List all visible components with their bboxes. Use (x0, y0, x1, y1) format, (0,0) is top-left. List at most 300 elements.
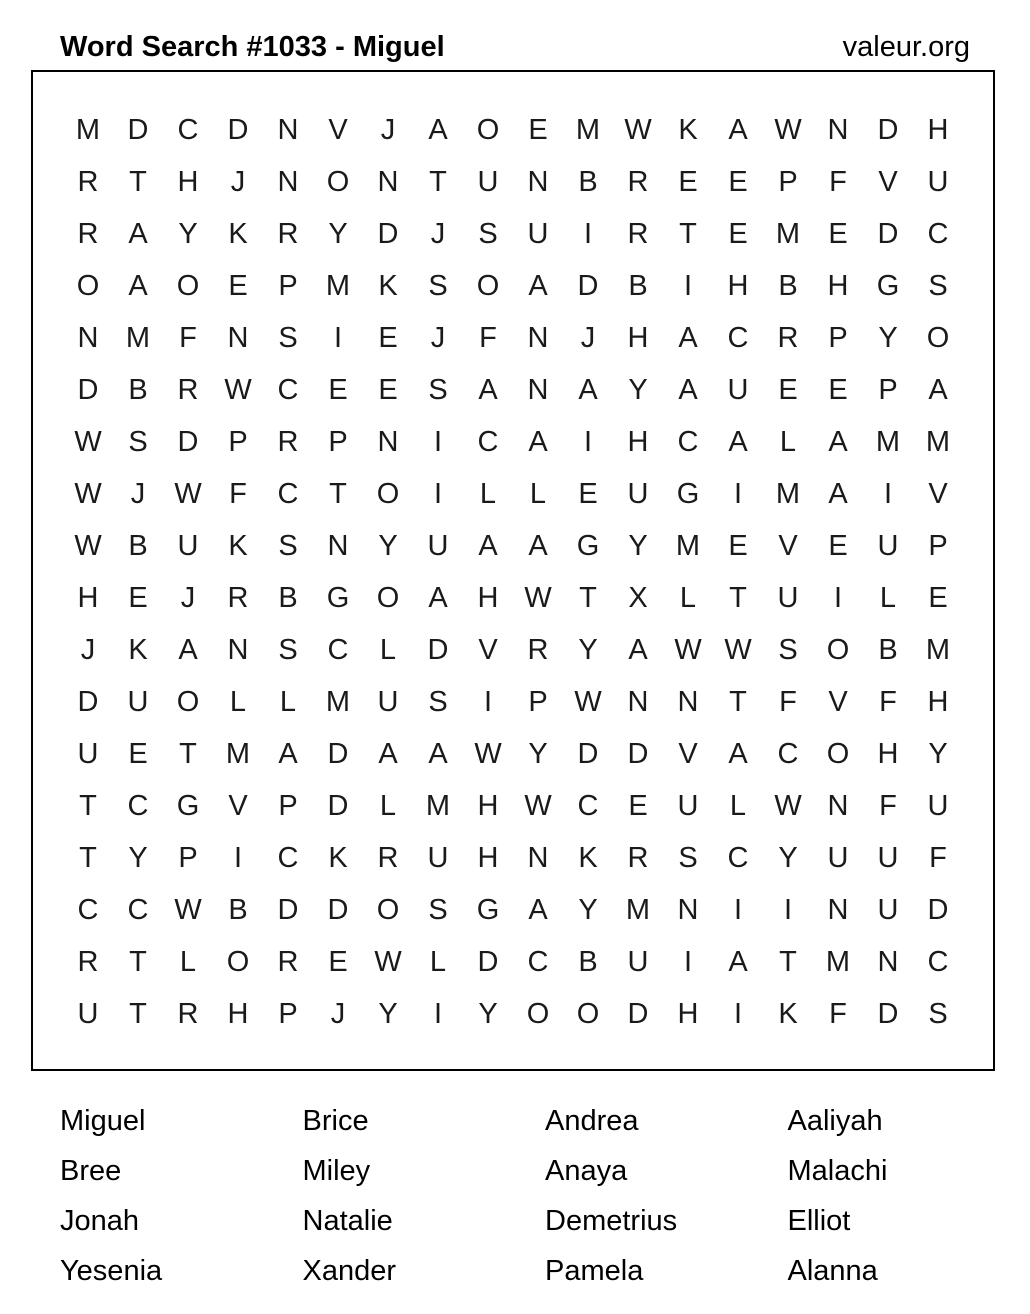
grid-cell[interactable]: L (379, 633, 397, 666)
grid-cell[interactable]: J (430, 217, 446, 250)
grid-cell[interactable]: K (228, 217, 248, 250)
grid-cell[interactable]: W (674, 633, 702, 666)
grid-cell[interactable]: U (927, 165, 949, 198)
grid-cell[interactable]: V (778, 529, 798, 562)
grid-cell[interactable]: N (627, 685, 649, 718)
grid-cell[interactable]: H (77, 581, 99, 614)
grid-cell[interactable]: E (578, 477, 598, 510)
grid-cell[interactable]: P (178, 841, 198, 874)
grid-cell[interactable]: T (779, 945, 797, 978)
grid-cell[interactable]: O (376, 477, 400, 510)
grid-cell[interactable]: R (627, 165, 649, 198)
grid-cell[interactable]: I (333, 321, 343, 354)
grid-cell[interactable]: N (527, 321, 549, 354)
grid-cell[interactable]: V (878, 165, 898, 198)
grid-cell[interactable]: S (428, 893, 448, 926)
grid-cell[interactable]: A (528, 893, 548, 926)
grid-cell[interactable]: H (627, 425, 649, 458)
grid-cell[interactable]: N (527, 841, 549, 874)
grid-cell[interactable]: O (926, 321, 950, 354)
grid-cell[interactable]: C (127, 789, 149, 822)
grid-cell[interactable]: S (928, 997, 948, 1030)
grid-cell[interactable]: B (278, 581, 298, 614)
grid-cell[interactable]: P (278, 269, 298, 302)
grid-cell[interactable]: A (128, 269, 148, 302)
grid-cell[interactable]: Y (378, 529, 398, 562)
grid-cell[interactable]: D (327, 893, 349, 926)
grid-cell[interactable]: N (327, 529, 349, 562)
grid-cell[interactable]: O (226, 945, 250, 978)
grid-cell[interactable]: D (427, 633, 449, 666)
grid-cell[interactable]: Y (778, 841, 798, 874)
grid-cell[interactable]: A (478, 529, 498, 562)
grid-cell[interactable]: M (75, 113, 101, 146)
grid-cell[interactable]: I (733, 893, 743, 926)
grid-cell[interactable]: H (477, 581, 499, 614)
grid-cell[interactable]: R (777, 321, 799, 354)
grid-cell[interactable]: C (927, 945, 949, 978)
grid-cell[interactable]: G (176, 789, 200, 822)
grid-cell[interactable]: D (327, 737, 349, 770)
grid-cell[interactable]: V (678, 737, 698, 770)
grid-cell[interactable]: E (678, 165, 698, 198)
grid-cell[interactable]: P (228, 425, 248, 458)
grid-cell[interactable]: M (325, 269, 351, 302)
grid-cell[interactable]: L (179, 945, 197, 978)
grid-cell[interactable]: A (678, 321, 698, 354)
grid-cell[interactable]: A (178, 633, 198, 666)
grid-cell[interactable]: K (778, 997, 798, 1030)
grid-cell[interactable]: V (478, 633, 498, 666)
grid-cell[interactable]: J (580, 321, 596, 354)
grid-cell[interactable]: E (528, 113, 548, 146)
grid-cell[interactable]: T (179, 737, 197, 770)
grid-cell[interactable]: W (774, 789, 802, 822)
grid-cell[interactable]: S (928, 269, 948, 302)
grid-cell[interactable]: I (233, 841, 243, 874)
grid-cell[interactable]: B (578, 945, 598, 978)
grid-cell[interactable]: K (678, 113, 698, 146)
grid-cell[interactable]: L (679, 581, 697, 614)
grid-cell[interactable]: A (678, 373, 698, 406)
grid-cell[interactable]: F (229, 477, 247, 510)
grid-cell[interactable]: N (827, 113, 849, 146)
grid-cell[interactable]: D (877, 217, 899, 250)
grid-cell[interactable]: A (528, 269, 548, 302)
grid-cell[interactable]: Y (328, 217, 348, 250)
grid-cell[interactable]: M (225, 737, 251, 770)
grid-cell[interactable]: E (328, 945, 348, 978)
grid-cell[interactable]: R (177, 373, 199, 406)
grid-cell[interactable]: M (775, 217, 801, 250)
grid-cell[interactable]: D (627, 737, 649, 770)
grid-cell[interactable]: G (326, 581, 350, 614)
grid-cell[interactable]: N (227, 633, 249, 666)
grid-cell[interactable]: D (77, 685, 99, 718)
grid-cell[interactable]: Y (928, 737, 948, 770)
grid-cell[interactable]: U (777, 581, 799, 614)
grid-cell[interactable]: W (74, 425, 102, 458)
grid-cell[interactable]: M (675, 529, 701, 562)
grid-cell[interactable]: N (677, 685, 699, 718)
grid-cell[interactable]: R (77, 945, 99, 978)
grid-cell[interactable]: T (129, 165, 147, 198)
grid-cell[interactable]: O (826, 633, 850, 666)
grid-cell[interactable]: V (928, 477, 948, 510)
grid-cell[interactable]: I (733, 997, 743, 1030)
grid-cell[interactable]: U (877, 893, 899, 926)
grid-cell[interactable]: L (479, 477, 497, 510)
grid-cell[interactable]: H (827, 269, 849, 302)
grid-cell[interactable]: U (877, 529, 899, 562)
grid-cell[interactable]: J (230, 165, 246, 198)
grid-cell[interactable]: D (577, 737, 599, 770)
grid-cell[interactable]: C (727, 321, 749, 354)
grid-cell[interactable]: D (327, 789, 349, 822)
grid-cell[interactable]: A (378, 737, 398, 770)
grid-cell[interactable]: M (325, 685, 351, 718)
grid-cell[interactable]: D (177, 425, 199, 458)
grid-cell[interactable]: H (477, 841, 499, 874)
grid-cell[interactable]: D (627, 997, 649, 1030)
grid-cell[interactable]: C (277, 841, 299, 874)
grid-cell[interactable]: T (429, 165, 447, 198)
grid-cell[interactable]: K (378, 269, 398, 302)
grid-cell[interactable]: T (129, 945, 147, 978)
grid-cell[interactable]: A (128, 217, 148, 250)
grid-cell[interactable]: N (277, 165, 299, 198)
grid-cell[interactable]: K (228, 529, 248, 562)
grid-cell[interactable]: R (277, 945, 299, 978)
grid-cell[interactable]: W (624, 113, 652, 146)
grid-cell[interactable]: D (577, 269, 599, 302)
grid-cell[interactable]: M (625, 893, 651, 926)
grid-cell[interactable]: D (77, 373, 99, 406)
grid-cell[interactable]: A (828, 477, 848, 510)
grid-cell[interactable]: H (227, 997, 249, 1030)
grid-cell[interactable]: X (628, 581, 648, 614)
grid-cell[interactable]: L (279, 685, 297, 718)
grid-cell[interactable]: C (177, 113, 199, 146)
grid-cell[interactable]: N (227, 321, 249, 354)
grid-cell[interactable]: D (927, 893, 949, 926)
grid-cell[interactable]: A (578, 373, 598, 406)
grid-cell[interactable]: L (429, 945, 447, 978)
grid-cell[interactable]: D (227, 113, 249, 146)
grid-cell[interactable]: E (828, 373, 848, 406)
grid-cell[interactable]: M (575, 113, 601, 146)
grid-cell[interactable]: U (427, 529, 449, 562)
grid-cell[interactable]: N (377, 425, 399, 458)
grid-cell[interactable]: E (378, 373, 398, 406)
grid-cell[interactable]: R (177, 997, 199, 1030)
grid-cell[interactable]: R (227, 581, 249, 614)
grid-cell[interactable]: U (827, 841, 849, 874)
grid-cell[interactable]: J (180, 581, 196, 614)
grid-cell[interactable]: I (683, 945, 693, 978)
grid-cell[interactable]: Y (628, 529, 648, 562)
grid-cell[interactable]: A (828, 425, 848, 458)
grid-cell[interactable]: A (428, 113, 448, 146)
grid-cell[interactable]: N (377, 165, 399, 198)
grid-cell[interactable]: U (677, 789, 699, 822)
grid-cell[interactable]: C (277, 373, 299, 406)
grid-cell[interactable]: O (76, 269, 100, 302)
grid-cell[interactable]: L (529, 477, 547, 510)
grid-cell[interactable]: C (277, 477, 299, 510)
grid-cell[interactable]: L (729, 789, 747, 822)
grid-cell[interactable]: A (728, 113, 748, 146)
grid-cell[interactable]: A (528, 529, 548, 562)
grid-cell[interactable]: S (778, 633, 798, 666)
grid-cell[interactable]: B (228, 893, 248, 926)
grid-cell[interactable]: F (829, 997, 847, 1030)
grid-cell[interactable]: D (127, 113, 149, 146)
grid-cell[interactable]: H (627, 321, 649, 354)
grid-cell[interactable]: M (775, 477, 801, 510)
grid-cell[interactable]: E (928, 581, 948, 614)
grid-cell[interactable]: C (927, 217, 949, 250)
grid-cell[interactable]: W (74, 529, 102, 562)
grid-cell[interactable]: P (928, 529, 948, 562)
grid-cell[interactable]: W (224, 373, 252, 406)
grid-cell[interactable]: R (277, 217, 299, 250)
grid-cell[interactable]: E (828, 529, 848, 562)
grid-cell[interactable]: H (877, 737, 899, 770)
grid-cell[interactable]: D (477, 945, 499, 978)
grid-cell[interactable]: Y (878, 321, 898, 354)
grid-cell[interactable]: P (278, 789, 298, 822)
grid-cell[interactable]: I (833, 581, 843, 614)
grid-cell[interactable]: T (79, 789, 97, 822)
grid-cell[interactable]: N (877, 945, 899, 978)
grid-cell[interactable]: R (377, 841, 399, 874)
grid-cell[interactable]: E (778, 373, 798, 406)
grid-cell[interactable]: M (925, 425, 951, 458)
grid-cell[interactable]: I (783, 893, 793, 926)
grid-cell[interactable]: G (576, 529, 600, 562)
grid-cell[interactable]: D (277, 893, 299, 926)
grid-cell[interactable]: U (427, 841, 449, 874)
grid-cell[interactable]: W (524, 581, 552, 614)
grid-cell[interactable]: Y (178, 217, 198, 250)
grid-cell[interactable]: U (627, 477, 649, 510)
grid-cell[interactable]: S (428, 269, 448, 302)
grid-cell[interactable]: G (876, 269, 900, 302)
grid-cell[interactable]: S (278, 321, 298, 354)
grid-cell[interactable]: C (127, 893, 149, 926)
grid-cell[interactable]: B (128, 529, 148, 562)
grid-cell[interactable]: E (628, 789, 648, 822)
grid-cell[interactable]: F (779, 685, 797, 718)
grid-cell[interactable]: Y (528, 737, 548, 770)
grid-cell[interactable]: Y (578, 893, 598, 926)
grid-cell[interactable]: H (727, 269, 749, 302)
grid-cell[interactable]: V (228, 789, 248, 822)
grid-cell[interactable]: R (627, 217, 649, 250)
grid-cell[interactable]: T (729, 581, 747, 614)
grid-cell[interactable]: C (77, 893, 99, 926)
grid-cell[interactable]: E (228, 269, 248, 302)
grid-cell[interactable]: K (578, 841, 598, 874)
grid-cell[interactable]: E (728, 165, 748, 198)
grid-cell[interactable]: O (476, 269, 500, 302)
grid-cell[interactable]: I (433, 997, 443, 1030)
grid-cell[interactable]: F (929, 841, 947, 874)
grid-cell[interactable]: A (528, 425, 548, 458)
grid-cell[interactable]: E (128, 737, 148, 770)
grid-cell[interactable]: P (278, 997, 298, 1030)
grid-cell[interactable]: M (425, 789, 451, 822)
grid-cell[interactable]: U (877, 841, 899, 874)
grid-cell[interactable]: A (728, 425, 748, 458)
grid-cell[interactable]: D (877, 997, 899, 1030)
grid-cell[interactable]: U (77, 737, 99, 770)
grid-cell[interactable]: E (128, 581, 148, 614)
grid-cell[interactable]: I (433, 425, 443, 458)
grid-cell[interactable]: W (74, 477, 102, 510)
grid-cell[interactable]: L (379, 789, 397, 822)
grid-cell[interactable]: D (877, 113, 899, 146)
grid-cell[interactable]: A (478, 373, 498, 406)
grid-cell[interactable]: M (875, 425, 901, 458)
grid-cell[interactable]: N (527, 165, 549, 198)
grid-cell[interactable]: D (377, 217, 399, 250)
grid-cell[interactable]: W (774, 113, 802, 146)
grid-cell[interactable]: E (328, 373, 348, 406)
grid-cell[interactable]: E (378, 321, 398, 354)
grid-cell[interactable]: L (779, 425, 797, 458)
grid-cell[interactable]: I (733, 477, 743, 510)
grid-cell[interactable]: P (878, 373, 898, 406)
grid-cell[interactable]: O (376, 581, 400, 614)
grid-cell[interactable]: J (80, 633, 96, 666)
grid-cell[interactable]: W (374, 945, 402, 978)
grid-cell[interactable]: O (476, 113, 500, 146)
grid-cell[interactable]: M (125, 321, 151, 354)
grid-cell[interactable]: U (477, 165, 499, 198)
grid-cell[interactable]: A (728, 737, 748, 770)
grid-cell[interactable]: R (277, 425, 299, 458)
grid-cell[interactable]: U (177, 529, 199, 562)
grid-cell[interactable]: A (728, 945, 748, 978)
grid-cell[interactable]: Y (478, 997, 498, 1030)
grid-cell[interactable]: Y (128, 841, 148, 874)
grid-cell[interactable]: M (825, 945, 851, 978)
grid-cell[interactable]: S (278, 529, 298, 562)
grid-cell[interactable]: U (377, 685, 399, 718)
grid-cell[interactable]: C (527, 945, 549, 978)
grid-cell[interactable]: U (727, 373, 749, 406)
grid-cell[interactable]: H (677, 997, 699, 1030)
grid-cell[interactable]: T (79, 841, 97, 874)
grid-cell[interactable]: C (727, 841, 749, 874)
grid-cell[interactable]: U (77, 997, 99, 1030)
grid-cell[interactable]: U (627, 945, 649, 978)
grid-cell[interactable]: C (777, 737, 799, 770)
grid-cell[interactable]: Y (378, 997, 398, 1030)
grid-cell[interactable]: H (927, 685, 949, 718)
grid-cell[interactable]: G (476, 893, 500, 926)
grid-cell[interactable]: H (177, 165, 199, 198)
grid-cell[interactable]: C (327, 633, 349, 666)
grid-cell[interactable]: U (527, 217, 549, 250)
grid-cell[interactable]: A (428, 737, 448, 770)
grid-cell[interactable]: T (729, 685, 747, 718)
grid-cell[interactable]: S (428, 685, 448, 718)
grid-cell[interactable]: A (428, 581, 448, 614)
grid-cell[interactable]: I (883, 477, 893, 510)
grid-cell[interactable]: F (879, 789, 897, 822)
grid-cell[interactable]: C (677, 425, 699, 458)
grid-cell[interactable]: I (483, 685, 493, 718)
grid-cell[interactable]: J (330, 997, 346, 1030)
grid-cell[interactable]: O (326, 165, 350, 198)
grid-cell[interactable]: P (828, 321, 848, 354)
grid-cell[interactable]: W (474, 737, 502, 770)
grid-cell[interactable]: T (579, 581, 597, 614)
grid-cell[interactable]: G (676, 477, 700, 510)
grid-cell[interactable]: O (526, 997, 550, 1030)
grid-cell[interactable]: B (778, 269, 798, 302)
grid-cell[interactable]: N (827, 893, 849, 926)
grid-cell[interactable]: T (329, 477, 347, 510)
grid-cell[interactable]: N (277, 113, 299, 146)
grid-cell[interactable]: H (477, 789, 499, 822)
grid-cell[interactable]: O (176, 685, 200, 718)
grid-cell[interactable]: P (528, 685, 548, 718)
grid-cell[interactable]: F (179, 321, 197, 354)
grid-cell[interactable]: F (479, 321, 497, 354)
grid-cell[interactable]: L (229, 685, 247, 718)
grid-cell[interactable]: K (128, 633, 148, 666)
grid-cell[interactable]: S (278, 633, 298, 666)
grid-cell[interactable]: E (828, 217, 848, 250)
grid-cell[interactable]: M (925, 633, 951, 666)
grid-cell[interactable]: O (826, 737, 850, 770)
grid-cell[interactable]: V (828, 685, 848, 718)
grid-cell[interactable]: H (927, 113, 949, 146)
grid-cell[interactable]: P (328, 425, 348, 458)
grid-cell[interactable]: I (583, 217, 593, 250)
grid-cell[interactable]: A (628, 633, 648, 666)
grid-cell[interactable]: S (428, 373, 448, 406)
grid-cell[interactable]: A (278, 737, 298, 770)
grid-cell[interactable]: U (127, 685, 149, 718)
grid-cell[interactable]: O (576, 997, 600, 1030)
grid-cell[interactable]: W (174, 893, 202, 926)
grid-cell[interactable]: S (128, 425, 148, 458)
grid-cell[interactable]: N (527, 373, 549, 406)
grid-cell[interactable]: S (678, 841, 698, 874)
grid-cell[interactable]: S (478, 217, 498, 250)
grid-cell[interactable]: B (628, 269, 648, 302)
grid-cell[interactable]: Y (578, 633, 598, 666)
grid-cell[interactable]: R (627, 841, 649, 874)
grid-cell[interactable]: R (77, 217, 99, 250)
grid-cell[interactable]: F (829, 165, 847, 198)
grid-cell[interactable]: W (524, 789, 552, 822)
grid-cell[interactable]: W (724, 633, 752, 666)
grid-cell[interactable]: L (879, 581, 897, 614)
grid-cell[interactable]: T (129, 997, 147, 1030)
grid-cell[interactable]: Y (628, 373, 648, 406)
grid-cell[interactable]: F (879, 685, 897, 718)
grid-cell[interactable]: E (728, 217, 748, 250)
grid-cell[interactable]: I (433, 477, 443, 510)
grid-cell[interactable]: C (577, 789, 599, 822)
grid-cell[interactable]: W (574, 685, 602, 718)
